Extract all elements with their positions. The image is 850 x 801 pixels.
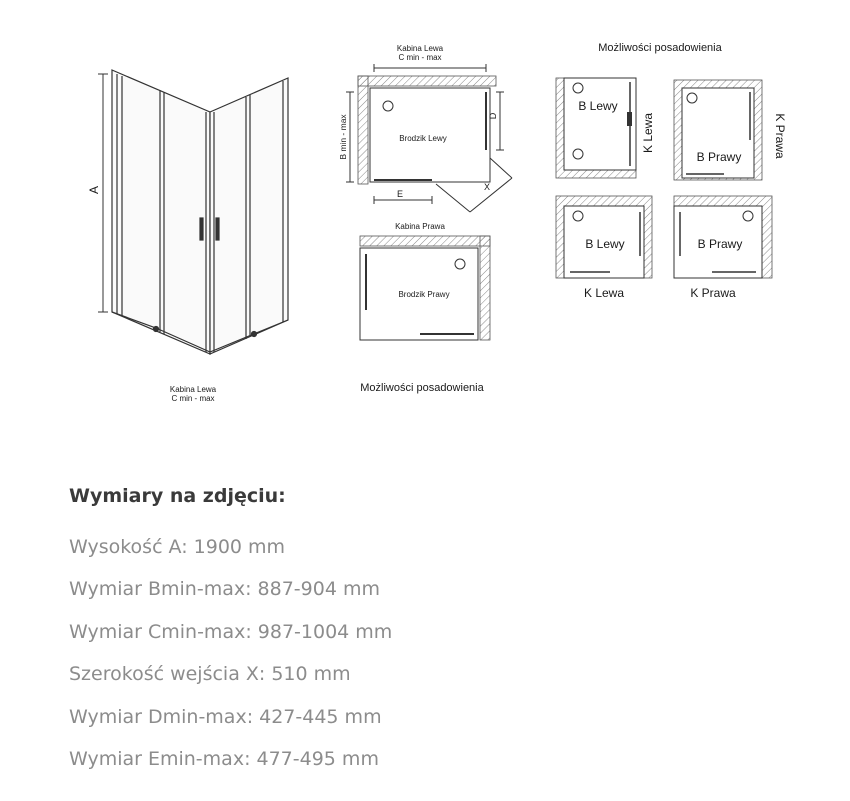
dimension-x-label: X xyxy=(483,182,491,192)
dimensions-title: Wymiary na zdjęciu: xyxy=(69,485,286,507)
plan-right-caption: Możliwości posadowienia xyxy=(360,382,484,394)
dimension-item-entry-x: Szerokość wejścia X: 510 mm xyxy=(69,663,351,686)
dimension-item-e: Wymiar Emin-max: 477-495 mm xyxy=(69,747,379,770)
dimension-d-line xyxy=(496,92,504,150)
dimension-item-height-a: Wysokość A: 1900 mm xyxy=(69,536,286,558)
plan-right-tray-label: Brodzik Prawy xyxy=(398,290,450,299)
option-box-1-label: B Lewy xyxy=(578,99,618,113)
dimension-a-label: A xyxy=(87,185,101,195)
plan-right-header: Kabina Prawa xyxy=(395,222,445,231)
dimensions-section xyxy=(69,478,769,780)
plan-left-drawing xyxy=(358,76,496,184)
plan-right-drawing xyxy=(360,236,490,340)
option-box-2-label: B Prawy xyxy=(696,150,742,164)
cabin-perspective-drawing xyxy=(112,70,288,354)
options-title: Możliwości posadowienia xyxy=(598,42,722,54)
dimension-item-d: Wymiar Dmin-max: 427-445 mm xyxy=(69,705,382,728)
dimension-item-b: Wymiar Bmin-max: 887-904 mm xyxy=(69,578,380,601)
option-box-2 xyxy=(674,80,762,180)
option-box-4-caption: K Prawa xyxy=(690,286,736,300)
option-box-4-label: B Prawy xyxy=(697,237,743,251)
plan-left-header-line2: C min - max xyxy=(398,53,442,62)
dimensions-list xyxy=(69,526,769,780)
plan-left-header-line1: Kabina Lewa xyxy=(396,44,444,53)
option-box-2-side: K Prawa xyxy=(773,113,787,159)
dimension-item-c: Wymiar Cmin-max: 987-1004 mm xyxy=(69,620,393,643)
option-box-1 xyxy=(556,78,636,178)
perspective-caption-line2: C min - max xyxy=(171,394,215,403)
option-box-3-label: B Lewy xyxy=(585,237,625,251)
dimension-e-label: E xyxy=(396,189,404,199)
option-box-3-caption: K Lewa xyxy=(583,286,625,300)
perspective-caption-line1: Kabina Lewa xyxy=(169,385,217,394)
dimension-d-label: D xyxy=(488,112,498,120)
option-box-1-side: K Lewa xyxy=(641,112,655,154)
dimension-b-label: B min - max xyxy=(338,114,348,160)
dimension-c-line xyxy=(374,64,486,72)
plan-left-tray-label: Brodzik Lewy xyxy=(399,134,447,143)
